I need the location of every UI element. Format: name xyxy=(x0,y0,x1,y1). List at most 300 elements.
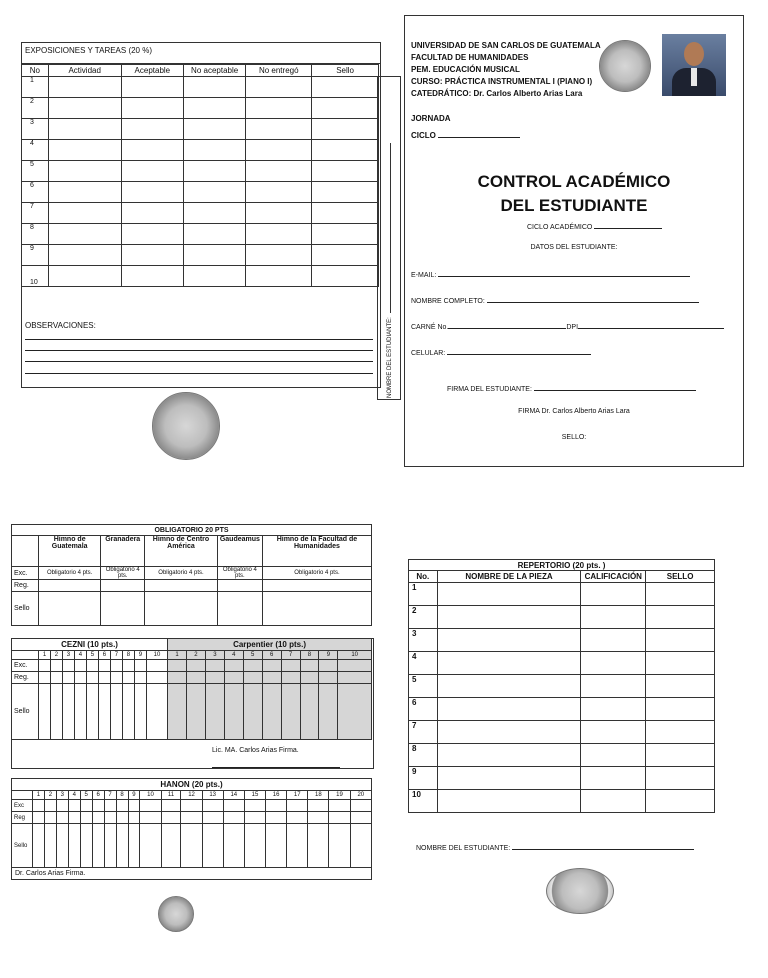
repertorio-student-field[interactable] xyxy=(512,841,694,850)
task-cell[interactable] xyxy=(183,266,245,287)
repertorio-cell[interactable] xyxy=(581,629,646,652)
header-line-professor: CATEDRÁTICO: Dr. Carlos Alberto Arias Lara xyxy=(411,89,583,98)
sello-label: SELLO: xyxy=(561,434,587,441)
university-seal-icon xyxy=(599,40,651,92)
grade-cell[interactable] xyxy=(243,684,262,740)
repertorio-cell[interactable] xyxy=(646,606,715,629)
university-seal-icon xyxy=(158,896,194,932)
row-label: Reg. xyxy=(12,580,39,592)
task-cell[interactable] xyxy=(183,161,245,182)
task-cell[interactable] xyxy=(246,119,312,140)
task-cell[interactable] xyxy=(48,119,121,140)
grade-cell[interactable] xyxy=(168,672,187,684)
task-cell[interactable] xyxy=(48,98,121,119)
grade-cell[interactable] xyxy=(202,800,223,812)
grade-cell[interactable] xyxy=(161,800,181,812)
grade-cell[interactable] xyxy=(168,660,187,672)
repertorio-cell[interactable] xyxy=(437,790,581,813)
tasks-table xyxy=(21,64,379,287)
grade-cell[interactable] xyxy=(262,592,371,626)
grade-cell[interactable] xyxy=(181,800,202,812)
grade-cell[interactable] xyxy=(44,812,56,824)
grade-cell[interactable] xyxy=(300,660,319,672)
grade-cell[interactable] xyxy=(33,824,45,868)
repertorio-cell[interactable] xyxy=(646,675,715,698)
task-cell[interactable] xyxy=(312,182,379,203)
repertorio-cell[interactable] xyxy=(581,767,646,790)
grade-cell[interactable] xyxy=(224,684,243,740)
grade-cell[interactable] xyxy=(39,592,101,626)
grade-cell[interactable] xyxy=(202,824,223,868)
grade-cell[interactable] xyxy=(161,812,181,824)
grade-cell[interactable] xyxy=(281,672,300,684)
empty-corner xyxy=(12,651,39,660)
grade-cell[interactable] xyxy=(287,812,308,824)
table-row xyxy=(409,675,715,698)
grade-cell[interactable] xyxy=(98,684,110,740)
dpi-label: DPI xyxy=(566,324,579,331)
grade-cell[interactable] xyxy=(134,672,146,684)
repertorio-cell[interactable] xyxy=(646,583,715,606)
task-cell[interactable] xyxy=(121,203,183,224)
grade-cell[interactable] xyxy=(205,672,224,684)
grade-cell[interactable] xyxy=(128,824,140,868)
row-number: 8 xyxy=(22,224,49,245)
grade-cell[interactable] xyxy=(56,824,68,868)
grade-cell[interactable] xyxy=(308,824,329,868)
grade-cell[interactable] xyxy=(266,824,287,868)
task-cell[interactable] xyxy=(312,224,379,245)
grade-cell[interactable] xyxy=(92,824,104,868)
grade-cell[interactable] xyxy=(181,812,202,824)
header-line-course: CURSO: PRÁCTICA INSTRUMENTAL I (PIANO I) xyxy=(411,77,593,86)
grade-cell[interactable] xyxy=(281,660,300,672)
task-cell[interactable] xyxy=(312,161,379,182)
task-cell[interactable] xyxy=(246,245,312,266)
grade-cell[interactable] xyxy=(223,800,244,812)
grade-cell[interactable] xyxy=(168,684,187,740)
grade-cell[interactable] xyxy=(266,800,287,812)
table-row xyxy=(22,245,379,266)
celular-label: CELULAR: xyxy=(411,350,446,357)
table-row xyxy=(22,140,379,161)
tasks-col-header: Sello xyxy=(312,65,379,77)
repertorio-cell[interactable] xyxy=(437,744,581,767)
grade-cell[interactable] xyxy=(287,800,308,812)
grade-cell[interactable] xyxy=(338,660,372,672)
firma-estudiante-field[interactable] xyxy=(534,382,696,391)
grade-cell[interactable] xyxy=(39,580,101,592)
exercise-number: 8 xyxy=(116,791,128,800)
repertorio-cell[interactable] xyxy=(646,767,715,790)
task-cell[interactable] xyxy=(312,140,379,161)
grade-cell[interactable] xyxy=(338,684,372,740)
exercise-number: 5 xyxy=(243,651,262,660)
grade-cell[interactable] xyxy=(68,812,80,824)
task-cell[interactable] xyxy=(48,203,121,224)
grade-cell[interactable] xyxy=(217,580,262,592)
carne-label: CARNÉ No. xyxy=(411,324,449,331)
repertorio-cell[interactable] xyxy=(646,721,715,744)
exercise-number: 8 xyxy=(300,651,319,660)
repertorio-cell[interactable] xyxy=(437,675,581,698)
repertorio-cell[interactable] xyxy=(581,583,646,606)
repertorio-title: REPERTORIO (20 pts. ) xyxy=(409,560,715,571)
grade-cell[interactable] xyxy=(329,824,350,868)
celular-field[interactable] xyxy=(447,346,591,355)
task-cell[interactable] xyxy=(312,119,379,140)
grade-cell[interactable] xyxy=(50,672,62,684)
grade-cell[interactable] xyxy=(329,812,350,824)
task-cell[interactable] xyxy=(246,203,312,224)
grade-cell[interactable] xyxy=(39,660,51,672)
task-cell[interactable] xyxy=(312,77,379,98)
grade-cell[interactable] xyxy=(134,684,146,740)
grade-cell[interactable] xyxy=(128,800,140,812)
repertorio-cell[interactable] xyxy=(646,744,715,767)
repertorio-cell[interactable] xyxy=(581,675,646,698)
grade-cell[interactable] xyxy=(223,812,244,824)
obligatorio-value: Obligatorio 4 pts. xyxy=(101,567,145,580)
grade-cell[interactable] xyxy=(161,824,181,868)
repertorio-cell[interactable] xyxy=(581,721,646,744)
header-line-program: PEM. EDUCACIÓN MUSICAL xyxy=(411,65,520,74)
exercise-number: 17 xyxy=(287,791,308,800)
row-label: Exc. xyxy=(12,567,39,580)
grade-cell[interactable] xyxy=(300,672,319,684)
table-row xyxy=(22,161,379,182)
task-cell[interactable] xyxy=(312,266,379,287)
grade-cell[interactable] xyxy=(39,684,51,740)
grade-cell[interactable] xyxy=(122,672,134,684)
celular-row xyxy=(411,346,591,357)
task-cell[interactable] xyxy=(121,119,183,140)
grade-cell[interactable] xyxy=(33,812,45,824)
ciclo-field[interactable] xyxy=(438,128,520,138)
carne-field[interactable] xyxy=(448,320,566,329)
grade-cell[interactable] xyxy=(244,812,265,824)
grade-cell[interactable] xyxy=(338,672,372,684)
grade-cell[interactable] xyxy=(319,672,338,684)
grade-cell[interactable] xyxy=(33,800,45,812)
grade-cell[interactable] xyxy=(186,660,205,672)
grade-cell[interactable] xyxy=(74,684,86,740)
grade-cell[interactable] xyxy=(329,800,350,812)
grade-cell[interactable] xyxy=(122,660,134,672)
exercise-number: 9 xyxy=(134,651,146,660)
grade-cell[interactable] xyxy=(101,580,145,592)
grade-cell[interactable] xyxy=(145,580,218,592)
grade-cell[interactable] xyxy=(140,800,161,812)
ciclo-label xyxy=(411,128,520,140)
exercise-number: 1 xyxy=(33,791,45,800)
repertorio-student-label: NOMBRE DEL ESTUDIANTE: xyxy=(416,845,511,852)
task-cell[interactable] xyxy=(312,203,379,224)
grade-cell[interactable] xyxy=(146,660,167,672)
grade-cell[interactable] xyxy=(287,824,308,868)
row-number: 6 xyxy=(22,182,49,203)
grade-cell[interactable] xyxy=(244,800,265,812)
grade-cell[interactable] xyxy=(140,824,161,868)
grade-cell[interactable] xyxy=(202,812,223,824)
observation-line[interactable] xyxy=(25,350,373,351)
grade-cell[interactable] xyxy=(205,684,224,740)
grade-cell[interactable] xyxy=(205,660,224,672)
task-cell[interactable] xyxy=(183,224,245,245)
grade-cell[interactable] xyxy=(134,660,146,672)
task-cell[interactable] xyxy=(183,140,245,161)
repertorio-cell[interactable] xyxy=(646,652,715,675)
task-cell[interactable] xyxy=(121,182,183,203)
repertorio-cell[interactable] xyxy=(581,744,646,767)
grade-cell[interactable] xyxy=(243,672,262,684)
grade-cell[interactable] xyxy=(350,824,371,868)
grade-cell[interactable] xyxy=(308,812,329,824)
grade-cell[interactable] xyxy=(86,660,98,672)
grade-cell[interactable] xyxy=(244,824,265,868)
table-row xyxy=(409,790,715,813)
grade-cell[interactable] xyxy=(146,684,167,740)
task-cell[interactable] xyxy=(121,77,183,98)
task-cell[interactable] xyxy=(246,77,312,98)
grade-cell[interactable] xyxy=(262,660,281,672)
grade-cell[interactable] xyxy=(140,812,161,824)
grade-cell[interactable] xyxy=(281,684,300,740)
task-cell[interactable] xyxy=(48,224,121,245)
grade-cell[interactable] xyxy=(145,592,218,626)
hanon-title: HANON (20 pts.) xyxy=(12,779,372,791)
email-row xyxy=(411,268,690,279)
student-name-strip[interactable] xyxy=(377,76,401,400)
repertorio-cell[interactable] xyxy=(437,721,581,744)
task-cell[interactable] xyxy=(121,266,183,287)
task-cell[interactable] xyxy=(48,245,121,266)
grade-cell[interactable] xyxy=(300,684,319,740)
exercise-number: 16 xyxy=(266,791,287,800)
row-number: 10 xyxy=(409,790,438,813)
firma-profesor-label: FIRMA Dr. Carlos Alberto Arias Lara xyxy=(518,408,630,415)
repertorio-cell[interactable] xyxy=(646,629,715,652)
exercise-number: 5 xyxy=(86,651,98,660)
task-cell[interactable] xyxy=(246,182,312,203)
grade-cell[interactable] xyxy=(116,800,128,812)
repertorio-cell[interactable] xyxy=(437,583,581,606)
university-seal-icon xyxy=(152,392,220,460)
task-cell[interactable] xyxy=(121,98,183,119)
task-cell[interactable] xyxy=(312,98,379,119)
task-cell[interactable] xyxy=(183,245,245,266)
task-cell[interactable] xyxy=(246,140,312,161)
grade-cell[interactable] xyxy=(110,660,122,672)
grade-cell[interactable] xyxy=(74,660,86,672)
repertorio-cell[interactable] xyxy=(581,652,646,675)
task-cell[interactable] xyxy=(246,266,312,287)
grade-cell[interactable] xyxy=(319,660,338,672)
grade-cell[interactable] xyxy=(98,672,110,684)
task-cell[interactable] xyxy=(246,98,312,119)
obligatorio-value: Obligatorio 4 pts. xyxy=(262,567,371,580)
grade-cell[interactable] xyxy=(116,824,128,868)
ciclo-academico-field[interactable] xyxy=(594,220,662,229)
piece-header: Granadera xyxy=(101,536,145,567)
grade-cell[interactable] xyxy=(68,800,80,812)
observation-line[interactable] xyxy=(25,361,373,362)
task-cell[interactable] xyxy=(312,245,379,266)
repertorio-cell[interactable] xyxy=(646,698,715,721)
email-field[interactable] xyxy=(438,268,690,277)
grade-cell[interactable] xyxy=(44,800,56,812)
grade-cell[interactable] xyxy=(68,824,80,868)
row-number: 2 xyxy=(409,606,438,629)
cezni-firma-line[interactable] xyxy=(212,767,340,768)
carpentier-title: Carpentier (10 pts.) xyxy=(168,639,372,651)
exercise-number: 2 xyxy=(44,791,56,800)
grade-cell[interactable] xyxy=(39,672,51,684)
tasks-col-header: Actividad xyxy=(48,65,121,77)
grade-cell[interactable] xyxy=(50,684,62,740)
header-line-university: UNIVERSIDAD DE SAN CARLOS DE GUATEMALA xyxy=(411,41,601,50)
repertorio-table xyxy=(408,559,715,813)
grade-cell[interactable] xyxy=(62,672,74,684)
task-cell[interactable] xyxy=(48,182,121,203)
exercise-number: 4 xyxy=(74,651,86,660)
grade-cell[interactable] xyxy=(262,672,281,684)
repertorio-cell[interactable] xyxy=(437,606,581,629)
exercise-number: 3 xyxy=(62,651,74,660)
grade-cell[interactable] xyxy=(92,800,104,812)
row-number: 5 xyxy=(409,675,438,698)
task-cell[interactable] xyxy=(183,203,245,224)
grade-cell[interactable] xyxy=(223,824,244,868)
dpi-field[interactable] xyxy=(578,320,724,329)
ciclo-academico-label: CICLO ACADÉMICO xyxy=(527,224,593,231)
grade-cell[interactable] xyxy=(350,812,371,824)
grade-cell[interactable] xyxy=(104,812,116,824)
exercise-number: 2 xyxy=(50,651,62,660)
repertorio-cell[interactable] xyxy=(437,652,581,675)
grade-cell[interactable] xyxy=(86,672,98,684)
task-cell[interactable] xyxy=(121,245,183,266)
task-cell[interactable] xyxy=(121,140,183,161)
cezni-firma: Lic. MA. Carlos Arias Firma. xyxy=(212,747,299,754)
grade-cell[interactable] xyxy=(243,660,262,672)
grade-cell[interactable] xyxy=(44,824,56,868)
grade-cell[interactable] xyxy=(186,684,205,740)
grade-cell[interactable] xyxy=(104,800,116,812)
row-number: 4 xyxy=(22,140,49,161)
obligatorio-value: Obligatorio 4 pts. xyxy=(217,567,262,580)
task-cell[interactable] xyxy=(183,119,245,140)
piece-header: Himno de Centro América xyxy=(145,536,218,567)
grade-cell[interactable] xyxy=(319,684,338,740)
grade-cell[interactable] xyxy=(181,824,202,868)
table-row xyxy=(22,224,379,245)
row-number: 9 xyxy=(409,767,438,790)
cover-title-line2: DEL ESTUDIANTE xyxy=(500,196,648,215)
grade-cell[interactable] xyxy=(80,800,92,812)
table-row xyxy=(22,203,379,224)
row-number: 4 xyxy=(409,652,438,675)
grade-cell[interactable] xyxy=(122,684,134,740)
grade-cell[interactable] xyxy=(98,660,110,672)
task-cell[interactable] xyxy=(121,161,183,182)
grade-cell[interactable] xyxy=(50,660,62,672)
grade-cell[interactable] xyxy=(74,672,86,684)
grade-cell[interactable] xyxy=(62,684,74,740)
nombre-field[interactable] xyxy=(487,294,699,303)
grade-cell[interactable] xyxy=(217,592,262,626)
grade-cell[interactable] xyxy=(128,812,140,824)
task-cell[interactable] xyxy=(121,224,183,245)
observation-line[interactable] xyxy=(25,339,373,340)
task-cell[interactable] xyxy=(183,77,245,98)
exercise-number: 1 xyxy=(168,651,187,660)
repertorio-cell[interactable] xyxy=(437,629,581,652)
grade-cell[interactable] xyxy=(56,800,68,812)
table-row xyxy=(409,721,715,744)
tasks-col-header: No xyxy=(22,65,49,77)
carne-row xyxy=(411,320,724,331)
grade-cell[interactable] xyxy=(62,660,74,672)
grade-cell[interactable] xyxy=(266,812,287,824)
repertorio-cell[interactable] xyxy=(437,767,581,790)
repertorio-cell[interactable] xyxy=(581,790,646,813)
grade-cell[interactable] xyxy=(101,592,145,626)
task-cell[interactable] xyxy=(48,161,121,182)
repertorio-col-header: No. xyxy=(409,571,438,583)
exercise-number: 11 xyxy=(161,791,181,800)
grade-cell[interactable] xyxy=(80,812,92,824)
row-label: Sello xyxy=(12,592,39,626)
grade-cell[interactable] xyxy=(262,684,281,740)
repertorio-cell[interactable] xyxy=(437,698,581,721)
observation-line[interactable] xyxy=(25,373,373,374)
grade-cell[interactable] xyxy=(224,672,243,684)
grade-cell[interactable] xyxy=(104,824,116,868)
exercise-number: 15 xyxy=(244,791,265,800)
grade-cell[interactable] xyxy=(224,660,243,672)
exercise-number: 6 xyxy=(92,791,104,800)
grade-cell[interactable] xyxy=(92,812,104,824)
grade-cell[interactable] xyxy=(86,684,98,740)
tasks-section xyxy=(21,42,381,388)
exercise-number: 14 xyxy=(223,791,244,800)
repertorio-cell[interactable] xyxy=(646,790,715,813)
task-cell[interactable] xyxy=(183,182,245,203)
repertorio-cell[interactable] xyxy=(581,606,646,629)
task-cell[interactable] xyxy=(48,140,121,161)
grade-cell[interactable] xyxy=(146,672,167,684)
exercise-number: 19 xyxy=(329,791,350,800)
grade-cell[interactable] xyxy=(350,800,371,812)
repertorio-cell[interactable] xyxy=(581,698,646,721)
grade-cell[interactable] xyxy=(110,684,122,740)
task-cell[interactable] xyxy=(246,224,312,245)
exercise-number: 20 xyxy=(350,791,371,800)
grade-cell[interactable] xyxy=(262,580,371,592)
grade-cell[interactable] xyxy=(56,812,68,824)
grade-cell[interactable] xyxy=(186,672,205,684)
grade-cell[interactable] xyxy=(308,800,329,812)
grade-cell[interactable] xyxy=(116,812,128,824)
grade-cell[interactable] xyxy=(80,824,92,868)
task-cell[interactable] xyxy=(48,77,121,98)
nombre-row xyxy=(411,294,699,305)
grade-cell[interactable] xyxy=(110,672,122,684)
task-cell[interactable] xyxy=(48,266,121,287)
task-cell[interactable] xyxy=(183,98,245,119)
task-cell[interactable] xyxy=(246,161,312,182)
